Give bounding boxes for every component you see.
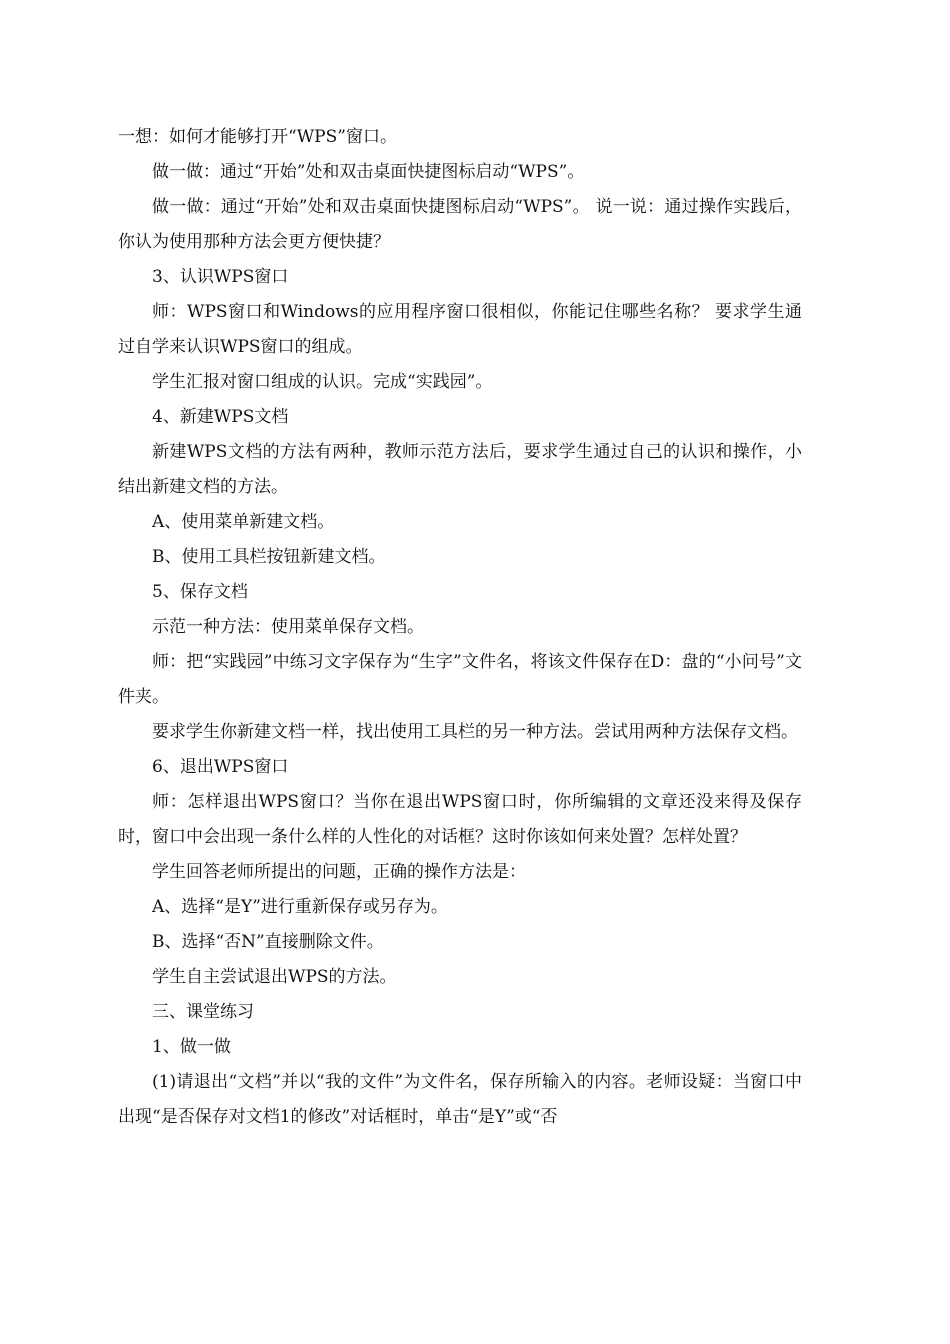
section-heading-practice: 三、课堂练习 bbox=[152, 1002, 254, 1022]
paragraph-student-report: 学生汇报对窗口组成的认识。完成“实践园”。 bbox=[152, 372, 493, 392]
paragraph-demo-save: 示范一种方法：使用菜单保存文档。 bbox=[152, 617, 424, 637]
paragraph-new-document: 新建WPS文档的方法有两种，教师示范方法后，要求学生通过自己的认识和操作，小结出新建文档的方法。 bbox=[118, 442, 802, 497]
paragraph-teacher-window: 师：WPS窗口和Windows的应用程序窗口很相似，你能记住哪些名称？ 要求学生通过自学来认识WPS窗口的组成。 bbox=[118, 302, 802, 357]
paragraph-think: 一想：如何才能够打开“WPS”窗口。 bbox=[118, 127, 397, 147]
list-item-toolbar-new: B、使用工具栏按钮新建文档。 bbox=[152, 547, 386, 567]
paragraph-exercise-1: (1)请退出“文档”并以“我的文件”为文件名，保存所输入的内容。老师设疑：当窗口中出现“是否保存对文档1的修改”对话框时，单击“是Y”或“否 bbox=[118, 1072, 802, 1127]
section-heading-5: 5、保存文档 bbox=[152, 582, 248, 602]
list-item-menu-new: A、使用菜单新建文档。 bbox=[152, 512, 335, 532]
document-body bbox=[118, 120, 802, 1135]
subsection-heading-1: 1、做一做 bbox=[152, 1037, 231, 1057]
paragraph-do-2: 做一做：通过“开始”处和双击桌面快捷图标启动“WPS”。 说一说：通过操作实践后，你认为使用那种方法会更方便快捷？ bbox=[118, 197, 802, 252]
paragraph-student-answer: 学生回答老师所提出的问题，正确的操作方法是： bbox=[152, 862, 526, 882]
list-item-choose-no: B、选择“否N”直接删除文件。 bbox=[152, 932, 384, 952]
section-heading-4: 4、新建WPS文档 bbox=[152, 407, 289, 427]
section-heading-6: 6、退出WPS窗口 bbox=[152, 757, 289, 777]
paragraph-do-1: 做一做：通过“开始”处和双击桌面快捷图标启动“WPS”。 bbox=[152, 162, 585, 182]
list-item-choose-yes: A、选择“是Y”进行重新保存或另存为。 bbox=[152, 897, 448, 917]
paragraph-require-save: 要求学生你新建文档一样，找出使用工具栏的另一种方法。尝试用两种方法保存文档。 bbox=[152, 722, 798, 742]
paragraph-student-try: 学生自主尝试退出WPS的方法。 bbox=[152, 967, 397, 987]
paragraph-teacher-exit: 师：怎样退出WPS窗口？当你在退出WPS窗口时，你所编辑的文章还没来得及保存时，窗口中会出现一条什么样的人性化的对话框？这时你该如何来处置？怎样处置？ bbox=[118, 792, 802, 847]
section-heading-3: 3、认识WPS窗口 bbox=[152, 267, 289, 287]
paragraph-teacher-save: 师：把“实践园”中练习文字保存为“生字”文件名，将该文件保存在D：盘的“小问号”文件夹。 bbox=[118, 652, 802, 707]
